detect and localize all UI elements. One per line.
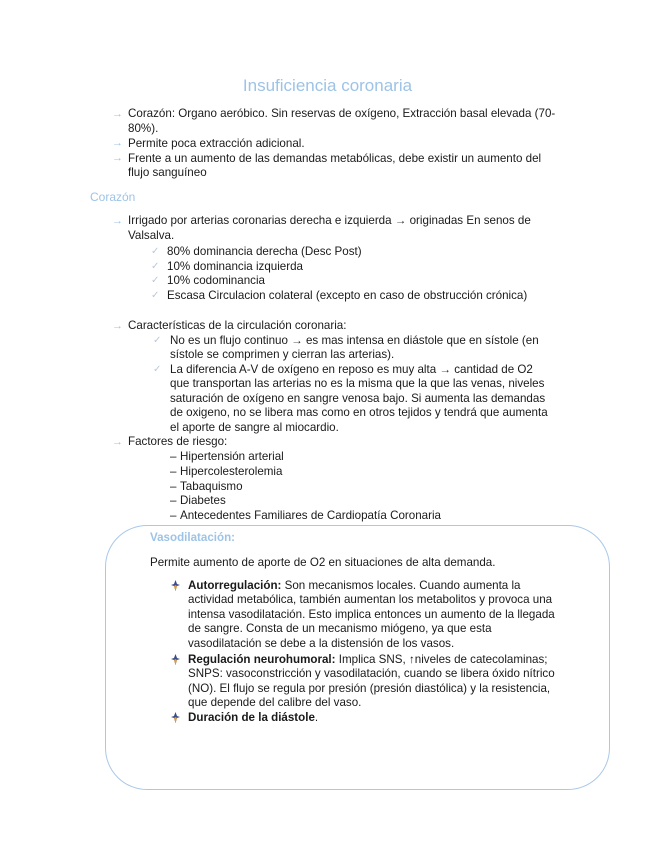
box-item-2-bold: Regulación neurohumoral: [188,652,336,666]
page-title: Insuficiencia coronaria [242,76,413,95]
risk-item: Hipercolesterolemia [180,465,283,478]
box-item-2-line-1 [188,653,548,668]
pushpin-bullet-icon [171,580,180,591]
intro-1-line-2: 80%). [128,121,159,135]
irrigation-check-1: 80% dominancia derecha (Desc Post) [167,244,362,258]
arrow-bullet-icon: → [112,137,123,149]
arrow-bullet-icon: → [112,436,123,448]
box-item-3-line-1 [188,711,318,726]
box-item-3-bold: Duración de la diástole [188,711,315,724]
irrigation-check-4: Escasa Circulacion colateral (excepto en caso de obstrucción crónica) [167,289,528,302]
box-item-1-line-3: intensa vasodilatación. Esto implica entonces un aumento de la llegada [188,607,555,621]
risk-item: Antecedentes Familiares de Cardiopatía Coronaria [180,509,442,522]
box-item-2-text: Implica SNS, ↑niveles de catecolaminas; [335,652,548,666]
characteristics-check-1-line-1: No es un flujo continuo → es mas intensa en diástole que en sístole (en [170,333,539,347]
arrow-bullet-icon: → [112,320,123,332]
box-item-2-line-2: SNPS: vasoconstricción y vasodilatación, cuando se libera óxido nítrico [188,667,555,680]
arrow-bullet-icon: → [112,152,123,164]
box-intro: Permite aumento de aporte de O2 en situaciones de alta demanda. [150,556,496,569]
arrow-bullet-icon: → [112,215,123,227]
intro-2-line-1: Permite poca extracción adicional. [128,136,305,150]
dash-bullet-icon: – [170,450,177,463]
characteristics-check-2-line-2: que transportan las arterias no es la misma que la que las venas, niveles [170,377,545,390]
check-bullet-icon: ✓ [151,275,160,286]
check-bullet-icon: ✓ [153,364,162,375]
box-item-1-line-5: vasodilatación se debe a la distensión de los vasos. [188,636,455,650]
dash-bullet-icon: – [170,509,177,522]
characteristics-check-1-line-2: sístole se comprimen y cierran las arterias). [170,348,395,361]
dash-bullet-icon: – [170,494,177,507]
characteristics-check-2-line-5: el aporte de sangre al miocardio. [170,420,339,434]
risk-label: Factores de riesgo: [128,435,228,448]
characteristics-check-2-line-4: de oxigeno, no se libera mas como en otros tejidos y tendrá que aumenta [170,406,548,419]
box-item-2-line-4: que depende del calibre del vaso. [188,696,362,709]
irrigation-line-1: Irrigado por arterias coronarias derecha e izquierda → originadas En senos de [128,214,531,227]
check-bullet-icon: ✓ [151,261,160,272]
arrow-bullet-icon: → [112,108,123,120]
intro-3-line-1: Frente a un aumento de las demandas metabólicas, debe existir un aumento del [128,151,542,165]
irrigation-line-2: Valsalva. [128,229,175,242]
box-item-1-line-1 [188,579,521,594]
box-item-1-text: Son mecanismos locales. Cuando aumenta la [281,578,521,592]
risk-item: Tabaquismo [180,479,243,493]
box-item-1-line-2: actividad metabólica, también aumentan los metabolitos y provoca una [188,593,553,606]
characteristics-check-2-line-1: La diferencia A-V de oxígeno en reposo es muy alta → cantidad de O2 [170,362,533,376]
characteristics-check-2-line-3: saturación de oxígeno en sangre venosa bajo. Si aumenta las demandas [170,391,546,405]
intro-1-line-1: Corazón: Organo aeróbico. Sin reservas de oxígeno, Extracción basal elevada (70- [128,107,556,120]
box-item-3-text: . [314,711,319,724]
irrigation-check-3: 10% codominancia [167,274,265,287]
box-item-1-line-4: de sangre. Consta de un mecanismo miógeno, ya que esta [188,622,492,635]
box-heading: Vasodilatación: [150,531,236,544]
risk-item: Diabetes [180,494,226,507]
intro-3-line-2: flujo sanguíneo [128,166,207,179]
risk-item: Hipertensión arterial [180,450,284,463]
characteristics-label: Características de la circulación coronaria: [128,319,347,332]
irrigation-check-2: 10% dominancia izquierda [167,259,303,273]
section-heading-corazon: Corazón [90,190,136,204]
box-item-1-bold: Autorregulación: [188,578,282,592]
pushpin-bullet-icon [171,712,180,723]
check-bullet-icon: ✓ [151,290,160,301]
dash-bullet-icon: – [170,479,177,493]
check-bullet-icon: ✓ [151,246,160,257]
pushpin-bullet-icon [171,654,180,665]
dash-bullet-icon: – [170,465,177,478]
check-bullet-icon: ✓ [153,335,162,346]
box-item-2-line-3: (NO). El flujo se regula por presión (presión diastólica) y la resistencia, [188,681,551,695]
